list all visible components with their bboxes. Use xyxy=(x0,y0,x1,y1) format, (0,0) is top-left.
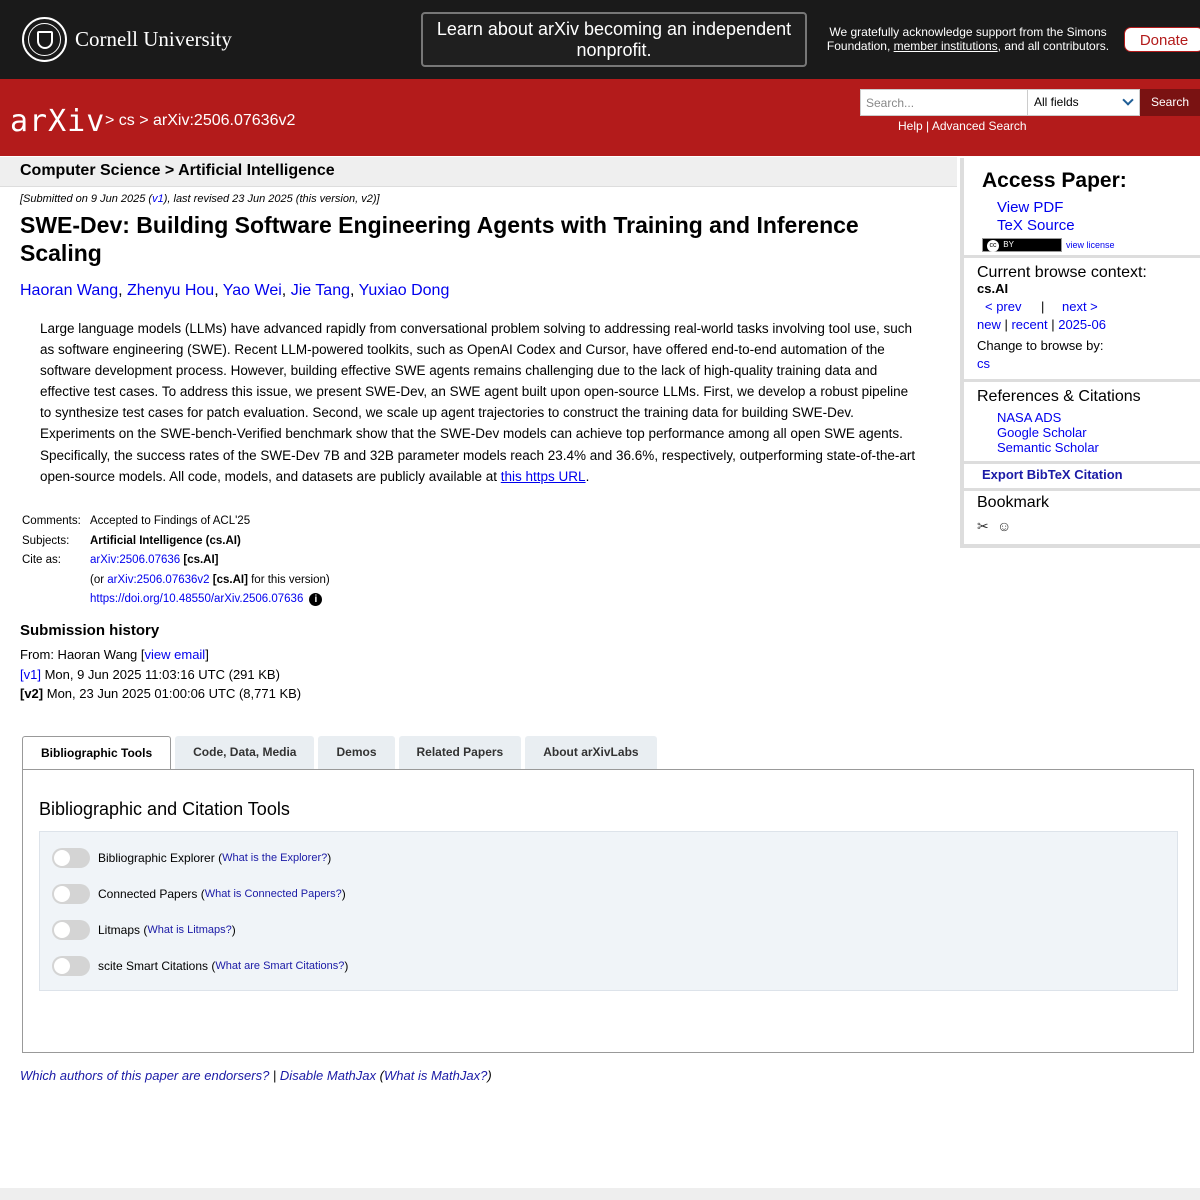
author-link[interactable]: Zhenyu Hou xyxy=(127,282,215,299)
cornell-seal-icon xyxy=(22,17,67,62)
comments-value: Accepted to Findings of ACL'25 xyxy=(90,515,251,527)
submitted-v1-link[interactable]: v1 xyxy=(152,193,164,205)
disable-mathjax-link[interactable]: Disable MathJax xyxy=(279,1068,377,1083)
version-v1-link[interactable]: [v1] xyxy=(20,666,41,682)
semantic-scholar-link[interactable]: Semantic Scholar xyxy=(997,440,1099,455)
next-link[interactable]: next > xyxy=(1062,299,1098,314)
litmaps-toggle[interactable] xyxy=(52,920,90,940)
paper-title: SWE-Dev: Building Software Engineering Agents with Training and Inference Scaling xyxy=(20,212,859,266)
breadcrumb-cs[interactable]: cs xyxy=(118,112,135,129)
breadcrumb-id: arXiv:2506.07636v2 xyxy=(153,112,296,129)
search-button[interactable]: Search xyxy=(1140,89,1200,116)
arxiv-logo[interactable]: arXiv xyxy=(10,104,106,139)
context-value: cs.AI xyxy=(977,281,1009,296)
cc-by-license-badge[interactable]: cc BY xyxy=(982,238,1062,252)
chevron-down-icon xyxy=(1122,94,1133,105)
abstract: Large language models (LLMs) have advanced rapidly from conversational problem solving to addressing real-world tasks involving tool use, such as software engineering (SWE). Recent LLM-powered toolkits, such as OpenAI Codex and Cursor, have offered end-to-end automation of the software development process. However, building effective SWE agents remains challenging due to the lack of high-quality training data and effective test cases. To address this issue, we present SWE-Dev, an SWE agent built upon open-source LLMs. First, we develop a robust pipeline to synthesize test cases for patch evaluation. Second, we scale up agent trajectories to construct the training data for building SWE-Dev. Experiments on the SWE-bench-Verified benchmark show that the SWE-Dev models can achieve top performance among all open SWE agents. Specifically, the success rates of the SWE-Dev 7B and 32B parameter models reach 23.4% and 36.6%, respectively, outperforming state-of-the-art open-source models. All code, models, and datasets are publicly available at this https URL. xyxy=(40,321,916,484)
references-section xyxy=(964,382,1200,464)
institution-name: Cornell University xyxy=(75,27,232,51)
donate-button[interactable]: Donate xyxy=(1124,27,1200,52)
cite-link[interactable]: arXiv:2506.07636 xyxy=(90,554,181,566)
advanced-search-link[interactable]: Advanced Search xyxy=(931,119,1027,133)
doi-link[interactable]: https://doi.org/10.48550/arXiv.2506.07636 xyxy=(90,593,304,605)
bibsonomy-icon[interactable]: ✂ xyxy=(977,518,989,534)
nonprofit-banner[interactable]: Learn about arXiv becoming an independent nonprofit. xyxy=(421,12,807,67)
endorsers-link[interactable]: Which authors of this paper are endorsers? xyxy=(20,1068,270,1083)
access-paper-section xyxy=(964,158,1200,258)
support-text: We gratefully acknowledge support from the Simons Foundation, member institutions, and all contributors. xyxy=(826,25,1110,53)
tool-info-link[interactable]: What is Litmaps? xyxy=(147,924,232,936)
subject-header: Computer Science > Artificial Intelligence xyxy=(0,157,957,187)
tool-row: scite Smart Citations ( What are Smart Citations? ) xyxy=(52,956,348,976)
connected-papers-toggle[interactable] xyxy=(52,884,90,904)
author-link[interactable]: Jie Tang xyxy=(290,282,350,299)
tex-source-link[interactable]: TeX Source xyxy=(997,217,1075,234)
browse-cs-link[interactable]: cs xyxy=(977,356,990,371)
google-scholar-link[interactable]: Google Scholar xyxy=(997,425,1087,440)
top-bar xyxy=(0,0,1200,79)
subjects-value: Artificial Intelligence (cs.AI) xyxy=(90,534,241,547)
scite-toggle[interactable] xyxy=(52,956,90,976)
references-title: References & Citations xyxy=(977,388,1141,405)
bottom-links: Which authors of this paper are endorsers? | Disable MathJax (What is MathJax?) xyxy=(20,1068,492,1083)
tool-row: Connected Papers ( What is Connected Papers? ) xyxy=(52,884,346,904)
panel-title: Bibliographic and Citation Tools xyxy=(39,799,290,819)
tool-info-link[interactable]: What is Connected Papers? xyxy=(204,888,342,900)
author-link[interactable]: Yuxiao Dong xyxy=(358,282,450,299)
browse-context-title: Current browse context: xyxy=(977,264,1147,281)
bibtex-section xyxy=(964,464,1200,491)
help-link[interactable]: Help xyxy=(898,119,923,133)
reddit-icon[interactable]: ☺ xyxy=(997,518,1012,534)
creative-commons-icon: cc xyxy=(987,240,999,252)
prev-link[interactable]: < prev xyxy=(985,299,1022,314)
tool-row: Litmaps ( What is Litmaps? ) xyxy=(52,920,236,940)
labs-tabs xyxy=(22,736,661,770)
abstract-url-link[interactable]: this https URL xyxy=(500,468,586,484)
tab-demos[interactable]: Demos xyxy=(318,736,394,769)
view-email-link[interactable]: view email xyxy=(144,647,206,662)
new-link[interactable]: new xyxy=(977,317,1001,332)
view-license-link[interactable]: view license xyxy=(1066,240,1115,250)
member-institutions-link[interactable]: member institutions xyxy=(893,39,998,53)
submission-history: From: Haoran Wang [view email] [v1] Mon, 9 Jun 2025 11:03:16 UTC (291 KB) [v2] Mon, 23 Jun 2025 01:00:06 UTC (8,771 KB) xyxy=(20,647,302,701)
metadata-table: Comments: Accepted to Findings of ACL'25 Subjects: Artificial Intelligence (cs.AI) Cite as: arXiv:2506.07636 [cs.AI] (or arXiv:2506.07636v2 [cs.AI] for this version) https://doi.org/10.48550/arXiv.2506.07636 i xyxy=(22,512,330,610)
tool-info-link[interactable]: What is the Explorer? xyxy=(222,852,328,864)
bibliographic-explorer-toggle[interactable] xyxy=(52,848,90,868)
version-v2-label: [v2] xyxy=(20,686,44,701)
search-links: Help | Advanced Search xyxy=(898,119,1027,133)
sidebar xyxy=(960,158,1200,548)
tab-code-data-media[interactable]: Code, Data, Media xyxy=(175,736,314,769)
author-link[interactable]: Yao Wei xyxy=(222,282,282,299)
submission-history-title: Submission history xyxy=(20,622,160,639)
browse-context-section: Current browse context: cs.AI < prev | next > new | recent | 2025-06 Change to browse by: cs xyxy=(964,258,1200,382)
cite-version-link[interactable]: arXiv:2506.07636v2 xyxy=(107,573,210,586)
tool-info-link[interactable]: What are Smart Citations? xyxy=(215,960,345,972)
info-icon[interactable]: i xyxy=(309,593,322,606)
breadcrumb: > cs > arXiv:2506.07636v2 xyxy=(105,112,296,129)
tab-bibliographic-tools[interactable]: Bibliographic Tools xyxy=(22,736,171,770)
access-paper-title: Access Paper: xyxy=(982,169,1127,192)
submission-dates: [Submitted on 9 Jun 2025 (v1), last revised 23 Jun 2025 (this version, v2)] xyxy=(20,193,380,205)
tab-panel xyxy=(22,769,1194,1053)
tab-related-papers[interactable]: Related Papers xyxy=(399,736,522,769)
bookmark-title: Bookmark xyxy=(977,494,1050,511)
cornell-logo[interactable] xyxy=(22,17,232,62)
author-list: Haoran Wang, Zhenyu Hou, Yao Wei, Jie Tang, Yuxiao Dong xyxy=(20,282,450,299)
search-input[interactable]: Search... xyxy=(860,89,1028,116)
what-is-mathjax-link[interactable]: What is MathJax? xyxy=(383,1068,488,1083)
tool-row: Bibliographic Explorer ( What is the Explorer? ) xyxy=(52,848,331,868)
change-browse-label: Change to browse by: xyxy=(977,338,1104,353)
view-pdf-link[interactable]: View PDF xyxy=(997,199,1064,216)
recent-link[interactable]: recent xyxy=(1011,317,1048,332)
footer-strip xyxy=(0,1188,1200,1200)
author-link[interactable]: Haoran Wang xyxy=(20,282,119,299)
nasa-ads-link[interactable]: NASA ADS xyxy=(997,410,1062,425)
tools-box xyxy=(39,831,1178,991)
search-field-select[interactable]: All fields xyxy=(1027,89,1140,116)
tab-about-arxivlabs[interactable]: About arXivLabs xyxy=(525,736,656,769)
month-link[interactable]: 2025-06 xyxy=(1058,317,1106,332)
export-bibtex-link[interactable]: Export BibTeX Citation xyxy=(982,467,1123,482)
